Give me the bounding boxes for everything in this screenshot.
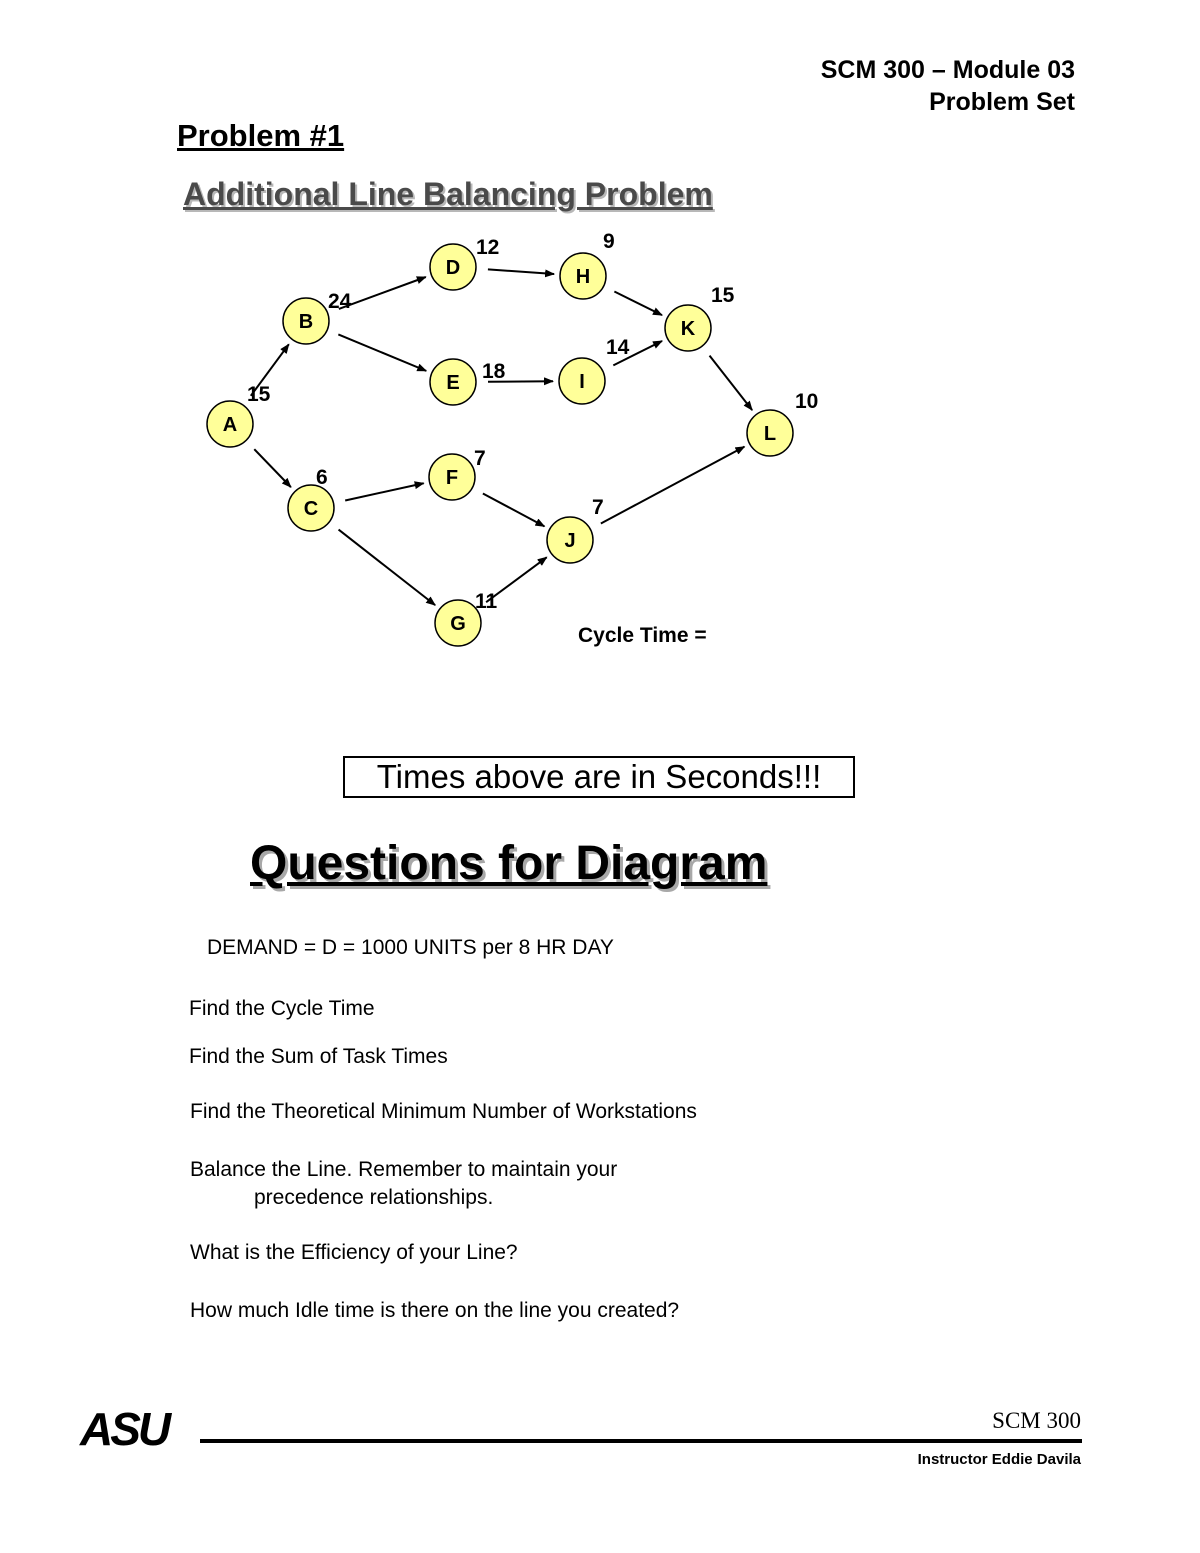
task-time-k: 15 xyxy=(711,284,735,307)
node-label-d: D xyxy=(445,257,461,279)
task-time-i: 14 xyxy=(606,336,630,359)
node-label-j: J xyxy=(564,530,576,552)
edge-k-l xyxy=(710,356,753,411)
task-time-b: 24 xyxy=(328,290,352,313)
node-label-c: C xyxy=(303,498,319,520)
task-time-l: 10 xyxy=(795,390,819,413)
problem-title: Problem #1 xyxy=(177,118,345,153)
asu-logo: ASU xyxy=(80,1403,169,1455)
task-time-f: 7 xyxy=(474,447,486,470)
question-idle-time: How much Idle time is there on the line you created? xyxy=(190,1299,680,1322)
node-label-h: H xyxy=(575,266,591,288)
task-time-g: 11 xyxy=(475,590,498,613)
footer-divider xyxy=(200,1439,1082,1443)
seconds-note: Times above are in Seconds!!! xyxy=(343,756,855,798)
task-time-c: 6 xyxy=(316,466,328,489)
demand-statement: DEMAND = D = 1000 UNITS per 8 HR DAY xyxy=(207,936,614,959)
edge-c-g xyxy=(339,530,436,606)
precedence-diagram xyxy=(0,0,1200,700)
edge-d-h xyxy=(488,269,554,274)
node-label-a: A xyxy=(222,414,238,436)
node-label-l: L xyxy=(763,423,777,445)
task-time-a: 15 xyxy=(247,383,271,406)
question-sum-task-times: Find the Sum of Task Times xyxy=(189,1045,448,1068)
header-problem-set-line: Problem Set xyxy=(929,88,1075,116)
task-time-d: 12 xyxy=(476,236,500,259)
edge-j-l xyxy=(601,447,745,524)
node-label-g: G xyxy=(450,613,466,635)
node-label-k: K xyxy=(680,318,696,340)
question-balance-line-cont: precedence relationships. xyxy=(254,1186,494,1209)
edge-h-k xyxy=(614,292,662,316)
cycle-time-label: Cycle Time = xyxy=(578,624,707,647)
edge-b-d xyxy=(339,277,426,309)
footer-course: SCM 300 xyxy=(992,1408,1081,1433)
edge-a-c xyxy=(254,449,291,487)
question-balance-line: Balance the Line. Remember to maintain your xyxy=(190,1158,618,1181)
task-time-j: 7 xyxy=(592,496,604,519)
question-efficiency: What is the Efficiency of your Line? xyxy=(190,1241,518,1264)
edge-c-f xyxy=(345,483,423,500)
node-label-e: E xyxy=(446,372,460,394)
task-time-h: 9 xyxy=(603,230,615,253)
task-time-e: 18 xyxy=(482,360,506,383)
edge-f-j xyxy=(483,493,545,526)
questions-title: Questions for Diagram xyxy=(250,837,768,890)
edge-b-e xyxy=(338,334,426,370)
question-min-workstations: Find the Theoretical Minimum Number of Workstations xyxy=(190,1100,697,1123)
node-label-i: I xyxy=(579,371,585,393)
question-cycle-time: Find the Cycle Time xyxy=(189,997,375,1020)
footer-instructor: Instructor Eddie Davila xyxy=(917,1451,1081,1468)
header-module-line: SCM 300 – Module 03 xyxy=(820,56,1075,84)
node-label-f: F xyxy=(445,467,459,489)
diagram-title: Additional Line Balancing Problem xyxy=(183,176,713,212)
node-label-b: B xyxy=(298,311,314,333)
